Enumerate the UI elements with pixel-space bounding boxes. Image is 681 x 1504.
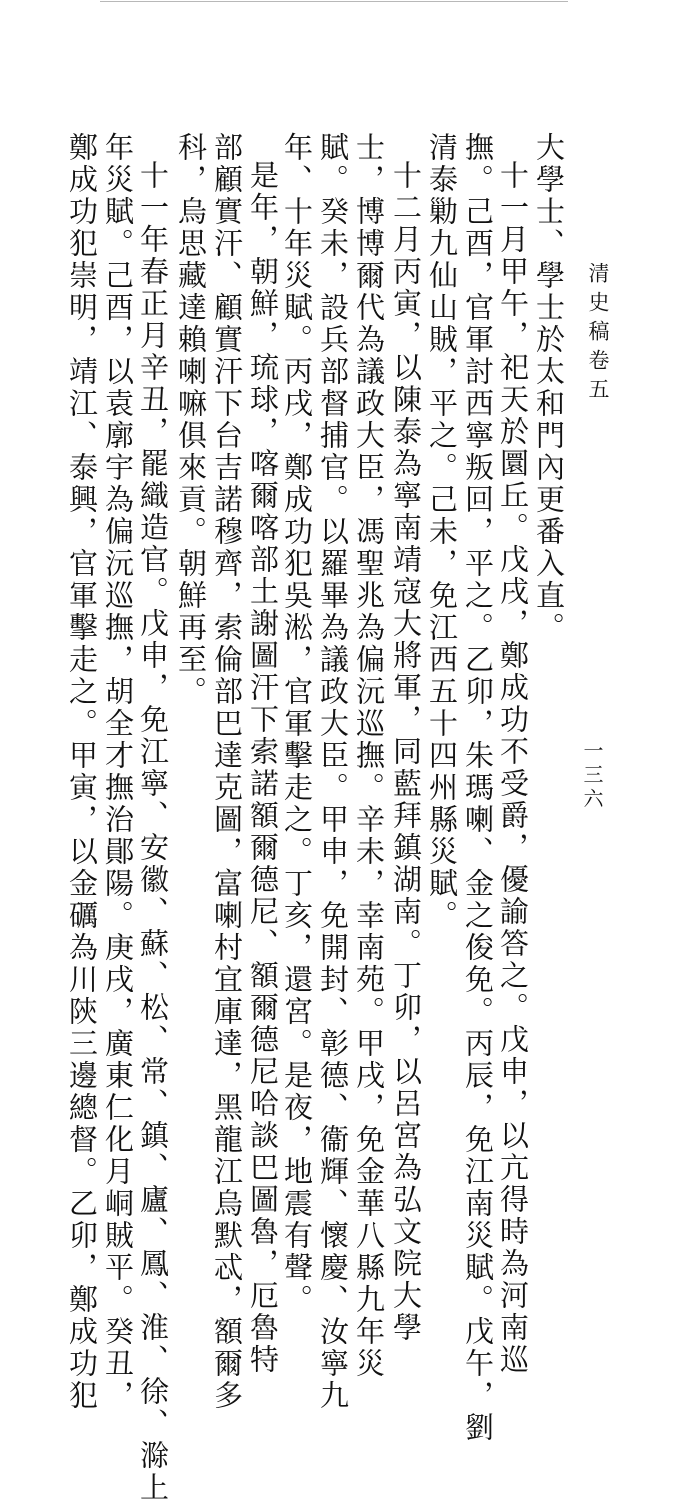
running-header: 清史稿卷五	[586, 262, 610, 407]
text-column: 大學士、學士於太和門內更番入直。	[532, 132, 566, 644]
text-column: 清泰勦九仙山賊，平之。己未，免江西五十四州縣災賦。	[425, 132, 459, 932]
text-column: 科，烏思藏達賴喇嘛俱來貢。朝鮮再至。	[174, 132, 208, 708]
text-column: 賦。癸未，設兵部督捕官。以羅畢為議政大臣。甲申，免開封、彰德、衞輝、懷慶、汝寧九	[316, 132, 350, 1412]
text-column: 十二月丙寅，以陳泰為寧南靖寇大將軍，同藍拜鎮湖南。丁卯，以呂宮為弘文院大學	[389, 160, 423, 1344]
page-number: 一三六	[580, 740, 604, 812]
text-column: 撫。己酉，官軍討西寧叛回，平之。乙卯，朱瑪喇、金之俊免。丙辰，免江南災賦。戊午，劉	[461, 132, 495, 1444]
text-column: 十一年春正月辛丑，罷織造官。戊申，免江寧、安徽、蘇、松、常、鎮、廬、鳳、淮、徐、滁上	[136, 160, 170, 1504]
text-column: 十一月甲午，祀天於圜丘。戊戌，鄭成功不受爵，優諭答之。戊申，以亢得時為河南巡	[496, 160, 530, 1376]
text-column: 年災賦。己酉，以袁廓宇為偏沅巡撫，胡全才撫治鄖陽。庚戌，廣東仁化月峒賊平。癸丑，	[101, 132, 135, 1412]
page-top-border	[100, 1, 568, 2]
text-column: 年、十年災賦。丙戌，鄭成功犯吳淞，官軍擊走之。丁亥，還宮。是夜，地震有聲。	[280, 132, 314, 1316]
text-column: 部顧實汗、顧實汗下台吉諾穆齊，索倫部巴達克圖，富喇村宜庫達，黑龍江烏默忒，額爾多	[210, 132, 244, 1412]
text-column: 鄭成功犯崇明，靖江、泰興，官軍擊走之。甲寅，以金礪為川陝三邊總督。乙卯，鄭成功犯	[65, 132, 99, 1412]
text-column: 士，博博爾代為議政大臣，馮聖兆為偏沅巡撫。辛未，幸南苑。甲戌，免金華八縣九年災	[352, 132, 386, 1380]
text-column: 是年，朝鮮，琉球，喀爾喀部土謝圖汗下索諾額爾德尼、額爾德尼哈談巴圖魯，厄魯特	[246, 160, 280, 1376]
